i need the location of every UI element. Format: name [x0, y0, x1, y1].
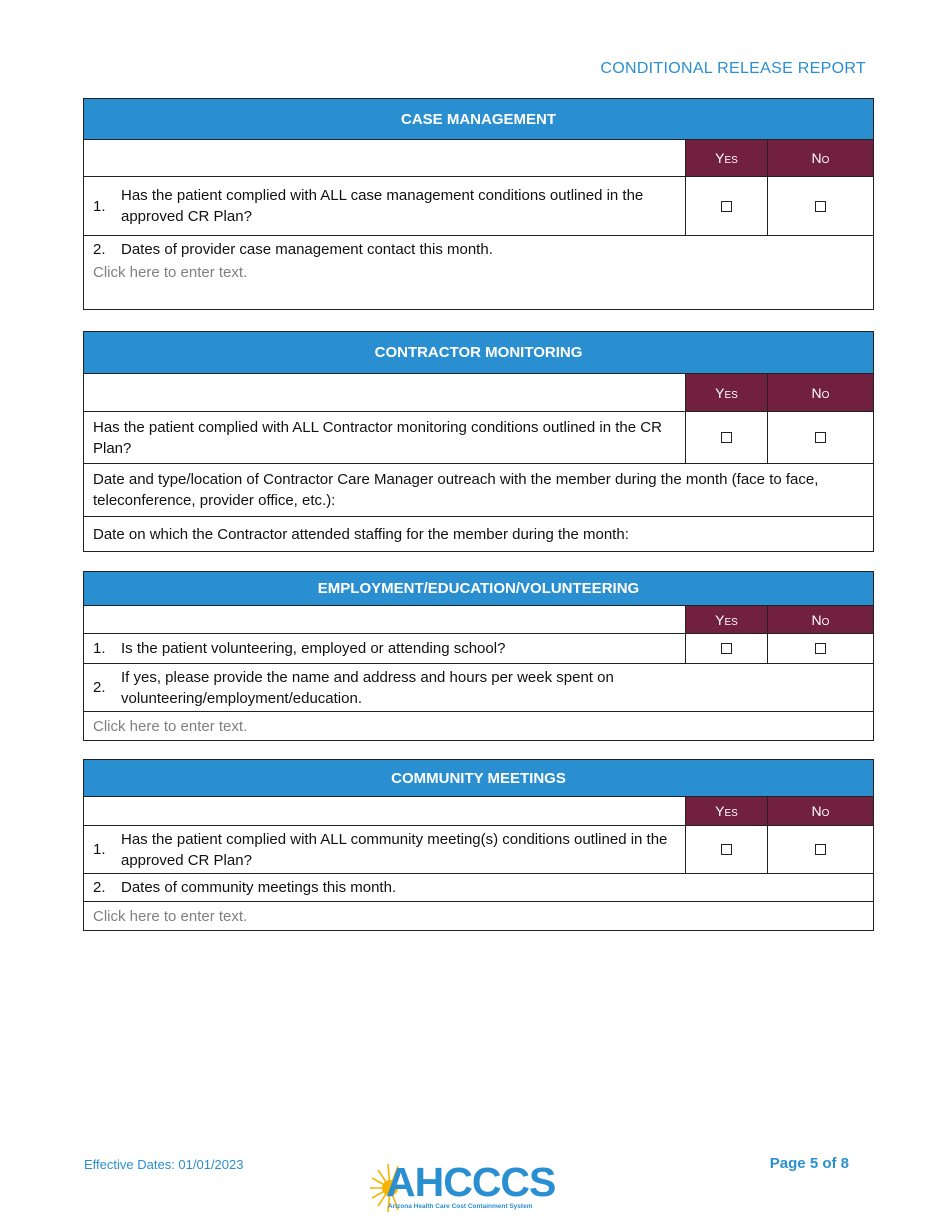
yes-column-header: Yes [685, 374, 767, 411]
page-number: Page 5 of 8 [769, 1155, 849, 1172]
yes-checkbox[interactable] [721, 844, 732, 855]
question-number: 1. [93, 640, 106, 657]
question-text: Dates of community meetings this month. [121, 879, 397, 896]
table-row [84, 236, 873, 309]
question-text: Date and type/location of Contractor Care Manager outreach with the member during the month (face to face, teleconference, provider office, etc.): [93, 471, 819, 509]
question-text: Has the patient complied with ALL community meeting(s) conditions outlined in the approved CR Plan? [121, 830, 668, 869]
table-row [84, 712, 873, 740]
text-entry-field[interactable]: Click here to enter text. [93, 907, 248, 925]
no-column-header: No [767, 140, 873, 176]
yes-checkbox[interactable] [721, 643, 732, 654]
contractor-monitoring-heading: CONTRACTOR MONITORING [84, 332, 873, 374]
text-entry-field[interactable]: Click here to enter text. [93, 717, 248, 735]
question-text: Date on which the Contractor attended staffing for the member during the month: [93, 525, 629, 543]
logo-subtitle: Arizona Health Care Cost Containment System [388, 1203, 533, 1210]
table-row [84, 874, 873, 902]
yes-checkbox[interactable] [721, 432, 732, 443]
table-row [84, 664, 873, 712]
table-row [84, 902, 873, 930]
table-row [84, 634, 873, 664]
question-text: Is the patient volunteering, employed or attending school? [121, 640, 506, 657]
question-text: Dates of provider case management contact this month. [121, 241, 493, 258]
question-text: Has the patient complied with ALL Contractor monitoring conditions outlined in the CR Plan? [93, 418, 662, 457]
yes-no-header-row [84, 797, 873, 826]
ahcccs-logo [366, 1158, 556, 1214]
question-number: 1. [93, 197, 106, 215]
table-row [84, 177, 873, 236]
yes-no-header-row [84, 140, 873, 177]
table-row [84, 412, 873, 464]
question-number: 1. [93, 841, 106, 858]
table-row [84, 826, 873, 874]
yes-column-header: Yes [685, 140, 767, 176]
table-row [84, 517, 873, 551]
case-management-heading: CASE MANAGEMENT [84, 99, 873, 140]
question-number: 2. [93, 241, 106, 258]
yes-column-header: Yes [685, 606, 767, 633]
yes-column-header: Yes [685, 797, 767, 825]
logo-wordmark: AHCCCS [386, 1159, 556, 1205]
no-checkbox[interactable] [815, 201, 826, 212]
report-title: CONDITIONAL RELEASE REPORT [600, 60, 866, 77]
no-column-header: No [767, 606, 873, 633]
yes-no-header-row [84, 374, 873, 412]
case-management-section [83, 98, 874, 310]
yes-checkbox[interactable] [721, 201, 732, 212]
question-number: 2. [93, 679, 106, 696]
question-text: If yes, please provide the name and address and hours per week spent on volunteering/employment/education. [121, 668, 614, 707]
no-checkbox[interactable] [815, 643, 826, 654]
employment-section [83, 571, 874, 741]
no-checkbox[interactable] [815, 844, 826, 855]
question-text: Has the patient complied with ALL case management conditions outlined in the approved CR Plan? [121, 187, 644, 225]
community-meetings-section [83, 759, 874, 931]
question-number: 2. [93, 879, 106, 896]
effective-dates: Effective Dates: 01/01/2023 [84, 1157, 244, 1172]
table-row [84, 464, 873, 517]
no-column-header: No [767, 797, 873, 825]
community-meetings-heading: COMMUNITY MEETINGS [84, 760, 873, 797]
contractor-monitoring-section [83, 331, 874, 552]
yes-no-header-row [84, 606, 873, 634]
employment-heading: EMPLOYMENT/EDUCATION/VOLUNTEERING [84, 572, 873, 606]
text-entry-field[interactable]: Click here to enter text. [93, 264, 248, 281]
no-column-header: No [767, 374, 873, 411]
no-checkbox[interactable] [815, 432, 826, 443]
